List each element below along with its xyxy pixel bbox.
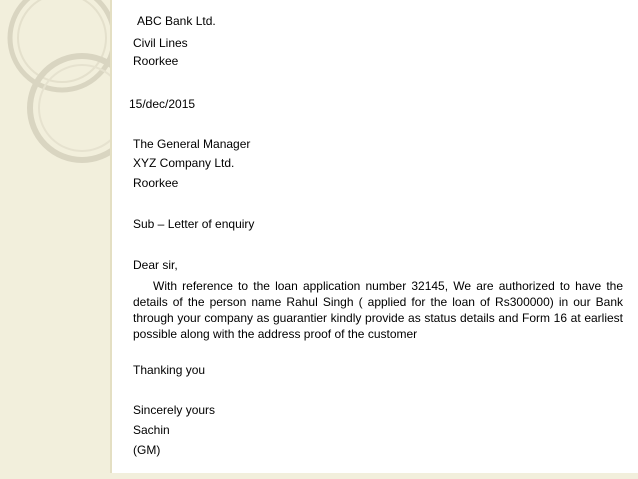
letter-body: With reference to the loan application number 32145, We are authorized to have the details of the person name Rahul Singh ( applied for the loan of Rs300000) in our Bank through your company as guarantier kindly provide as status details and Form 16 at earliest possible along with the address proof of the customer: [133, 279, 623, 341]
signatory-name: Sachin: [133, 423, 170, 437]
closing-line: Sincerely yours: [133, 403, 216, 417]
bottom-decorative-strip: [0, 473, 638, 479]
recipient-company: XYZ Company Ltd.: [133, 156, 235, 170]
thanks-line: Thanking you: [133, 363, 206, 377]
recipient-city: Roorkee: [133, 176, 179, 190]
subject-line: Sub – Letter of enquiry: [133, 217, 255, 231]
ring-middle-inner: [39, 65, 110, 151]
sender-city: Roorkee: [133, 54, 179, 68]
decorative-rings: [0, 0, 110, 479]
decorative-side-band: [0, 0, 112, 479]
sender-name: ABC Bank Ltd.: [137, 14, 216, 28]
salutation: Dear sir,: [133, 258, 178, 272]
ring-middle: [30, 56, 110, 160]
letter-date: 15/dec/2015: [129, 97, 196, 111]
sender-address: Civil Lines: [133, 36, 188, 50]
signatory-designation: (GM): [133, 443, 161, 457]
recipient-title: The General Manager: [133, 137, 251, 151]
